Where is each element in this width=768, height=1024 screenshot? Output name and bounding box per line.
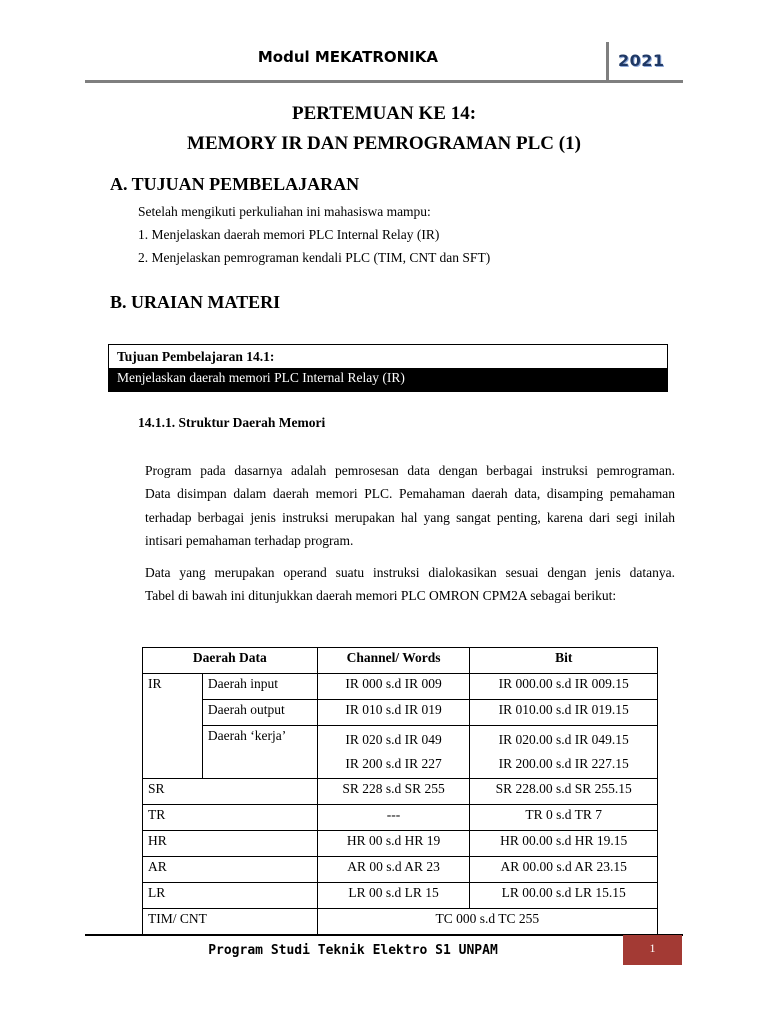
table-cell-value: TC 000 s.d TC 255: [317, 909, 657, 935]
table-cell-bit: LR 00.00 s.d LR 15.15: [470, 883, 658, 909]
table-cell-channel: [317, 726, 470, 779]
table-cell-channel: LR 00 s.d LR 15: [317, 883, 470, 909]
table-cell-bit: AR 00.00 s.d AR 23.15: [470, 857, 658, 883]
table-cell-subarea: Daerah output: [202, 700, 317, 726]
table-cell-area: TIM/ CNT: [143, 909, 318, 935]
table-cell-area: LR: [143, 883, 318, 909]
table-cell-bit: IR 010.00 s.d IR 019.15: [470, 700, 658, 726]
channel-line: IR 200 s.d IR 227: [345, 756, 442, 771]
table-cell-area: AR: [143, 857, 318, 883]
table-cell-channel: IR 010 s.d IR 019: [317, 700, 470, 726]
footer-rule: [85, 934, 683, 936]
table-cell-area: IR: [143, 674, 203, 779]
section-a-heading: A. TUJUAN PEMBELAJARAN: [110, 174, 360, 194]
paragraph-line: Data disimpan dalam daerah memori PLC. Pemahaman daerah data, disamping pemahaman: [145, 486, 675, 501]
table-cell-channel: AR 00 s.d AR 23: [317, 857, 470, 883]
table-cell-subarea: Daerah input: [202, 674, 317, 700]
table-row: [143, 909, 658, 935]
page-number-badge: 1: [623, 935, 682, 965]
table-row: [143, 883, 658, 909]
table-row: [143, 674, 658, 700]
paragraph-line: terhadap berbagai jenis instruksi merupakan hal yang sangat penting, karena dari segi inilah: [145, 510, 675, 525]
section-a-item: 2. Menjelaskan pemrograman kendali PLC (TIM, CNT dan SFT): [138, 250, 491, 265]
bit-line: IR 200.00 s.d IR 227.15: [498, 756, 629, 771]
table-cell-channel: SR 228 s.d SR 255: [317, 779, 470, 805]
table-header: Channel/ Words: [317, 648, 470, 674]
page-title-line1: PERTEMUAN KE 14:: [291, 103, 477, 124]
header-divider: [606, 42, 609, 81]
footer-text: Program Studi Teknik Elektro S1 UNPAM: [208, 943, 498, 958]
table-cell-bit: SR 228.00 s.d SR 255.15: [470, 779, 658, 805]
table-row: [143, 857, 658, 883]
table-row: [143, 805, 658, 831]
table-header: Bit: [470, 648, 658, 674]
paragraph-line: Program pada dasarnya adalah pemrosesan data dengan berbagai instruksi pemrograman.: [145, 463, 675, 478]
table-row: [143, 700, 658, 726]
table-cell-area: HR: [143, 831, 318, 857]
table-row: [143, 779, 658, 805]
objective-box-title: Tujuan Pembelajaran 14.1:: [117, 349, 275, 364]
header-rule: [85, 80, 683, 83]
page-title-line2: MEMORY IR DAN PEMROGRAMAN PLC (1): [187, 133, 581, 154]
table-cell-area: SR: [143, 779, 318, 805]
table-cell-area: TR: [143, 805, 318, 831]
table-cell-channel: ---: [317, 805, 470, 831]
table-cell-bit: [470, 726, 658, 779]
objective-box-text: Menjelaskan daerah memori PLC Internal Relay (IR): [109, 368, 667, 391]
table-cell-channel: IR 000 s.d IR 009: [317, 674, 470, 700]
table-header-row: [143, 648, 658, 674]
header-title: Modul MEKATRONIKA: [257, 48, 438, 66]
table-cell-bit: HR 00.00 s.d HR 19.15: [470, 831, 658, 857]
table-row: [143, 726, 658, 779]
paragraph-line: Data yang merupakan operand suatu instruksi dialokasikan sesuai dengan jenis datanya.: [145, 565, 675, 580]
paragraph-line: Tabel di bawah ini ditunjukkan daerah memori PLC OMRON CPM2A sebagai berikut:: [145, 588, 617, 603]
paragraph-line: intisari pemahaman terhadap program.: [145, 533, 354, 548]
channel-line: IR 020 s.d IR 049: [345, 732, 442, 747]
table-row: [143, 831, 658, 857]
table-cell-subarea: Daerah ‘kerja’: [202, 726, 317, 779]
section-a-intro: Setelah mengikuti perkuliahan ini mahasiswa mampu:: [138, 204, 431, 219]
table-cell-bit: IR 000.00 s.d IR 009.15: [470, 674, 658, 700]
section-a-item: 1. Menjelaskan daerah memori PLC Internal Relay (IR): [138, 227, 440, 242]
bit-line: IR 020.00 s.d IR 049.15: [498, 732, 629, 747]
header-year: 2021: [618, 51, 665, 70]
table-cell-bit: TR 0 s.d TR 7: [470, 805, 658, 831]
table-header: Daerah Data: [143, 648, 318, 674]
memory-area-table: [142, 647, 658, 935]
table-cell-channel: HR 00 s.d HR 19: [317, 831, 470, 857]
subsection-heading: 14.1.1. Struktur Daerah Memori: [138, 415, 326, 430]
section-b-heading: B. URAIAN MATERI: [110, 292, 281, 312]
